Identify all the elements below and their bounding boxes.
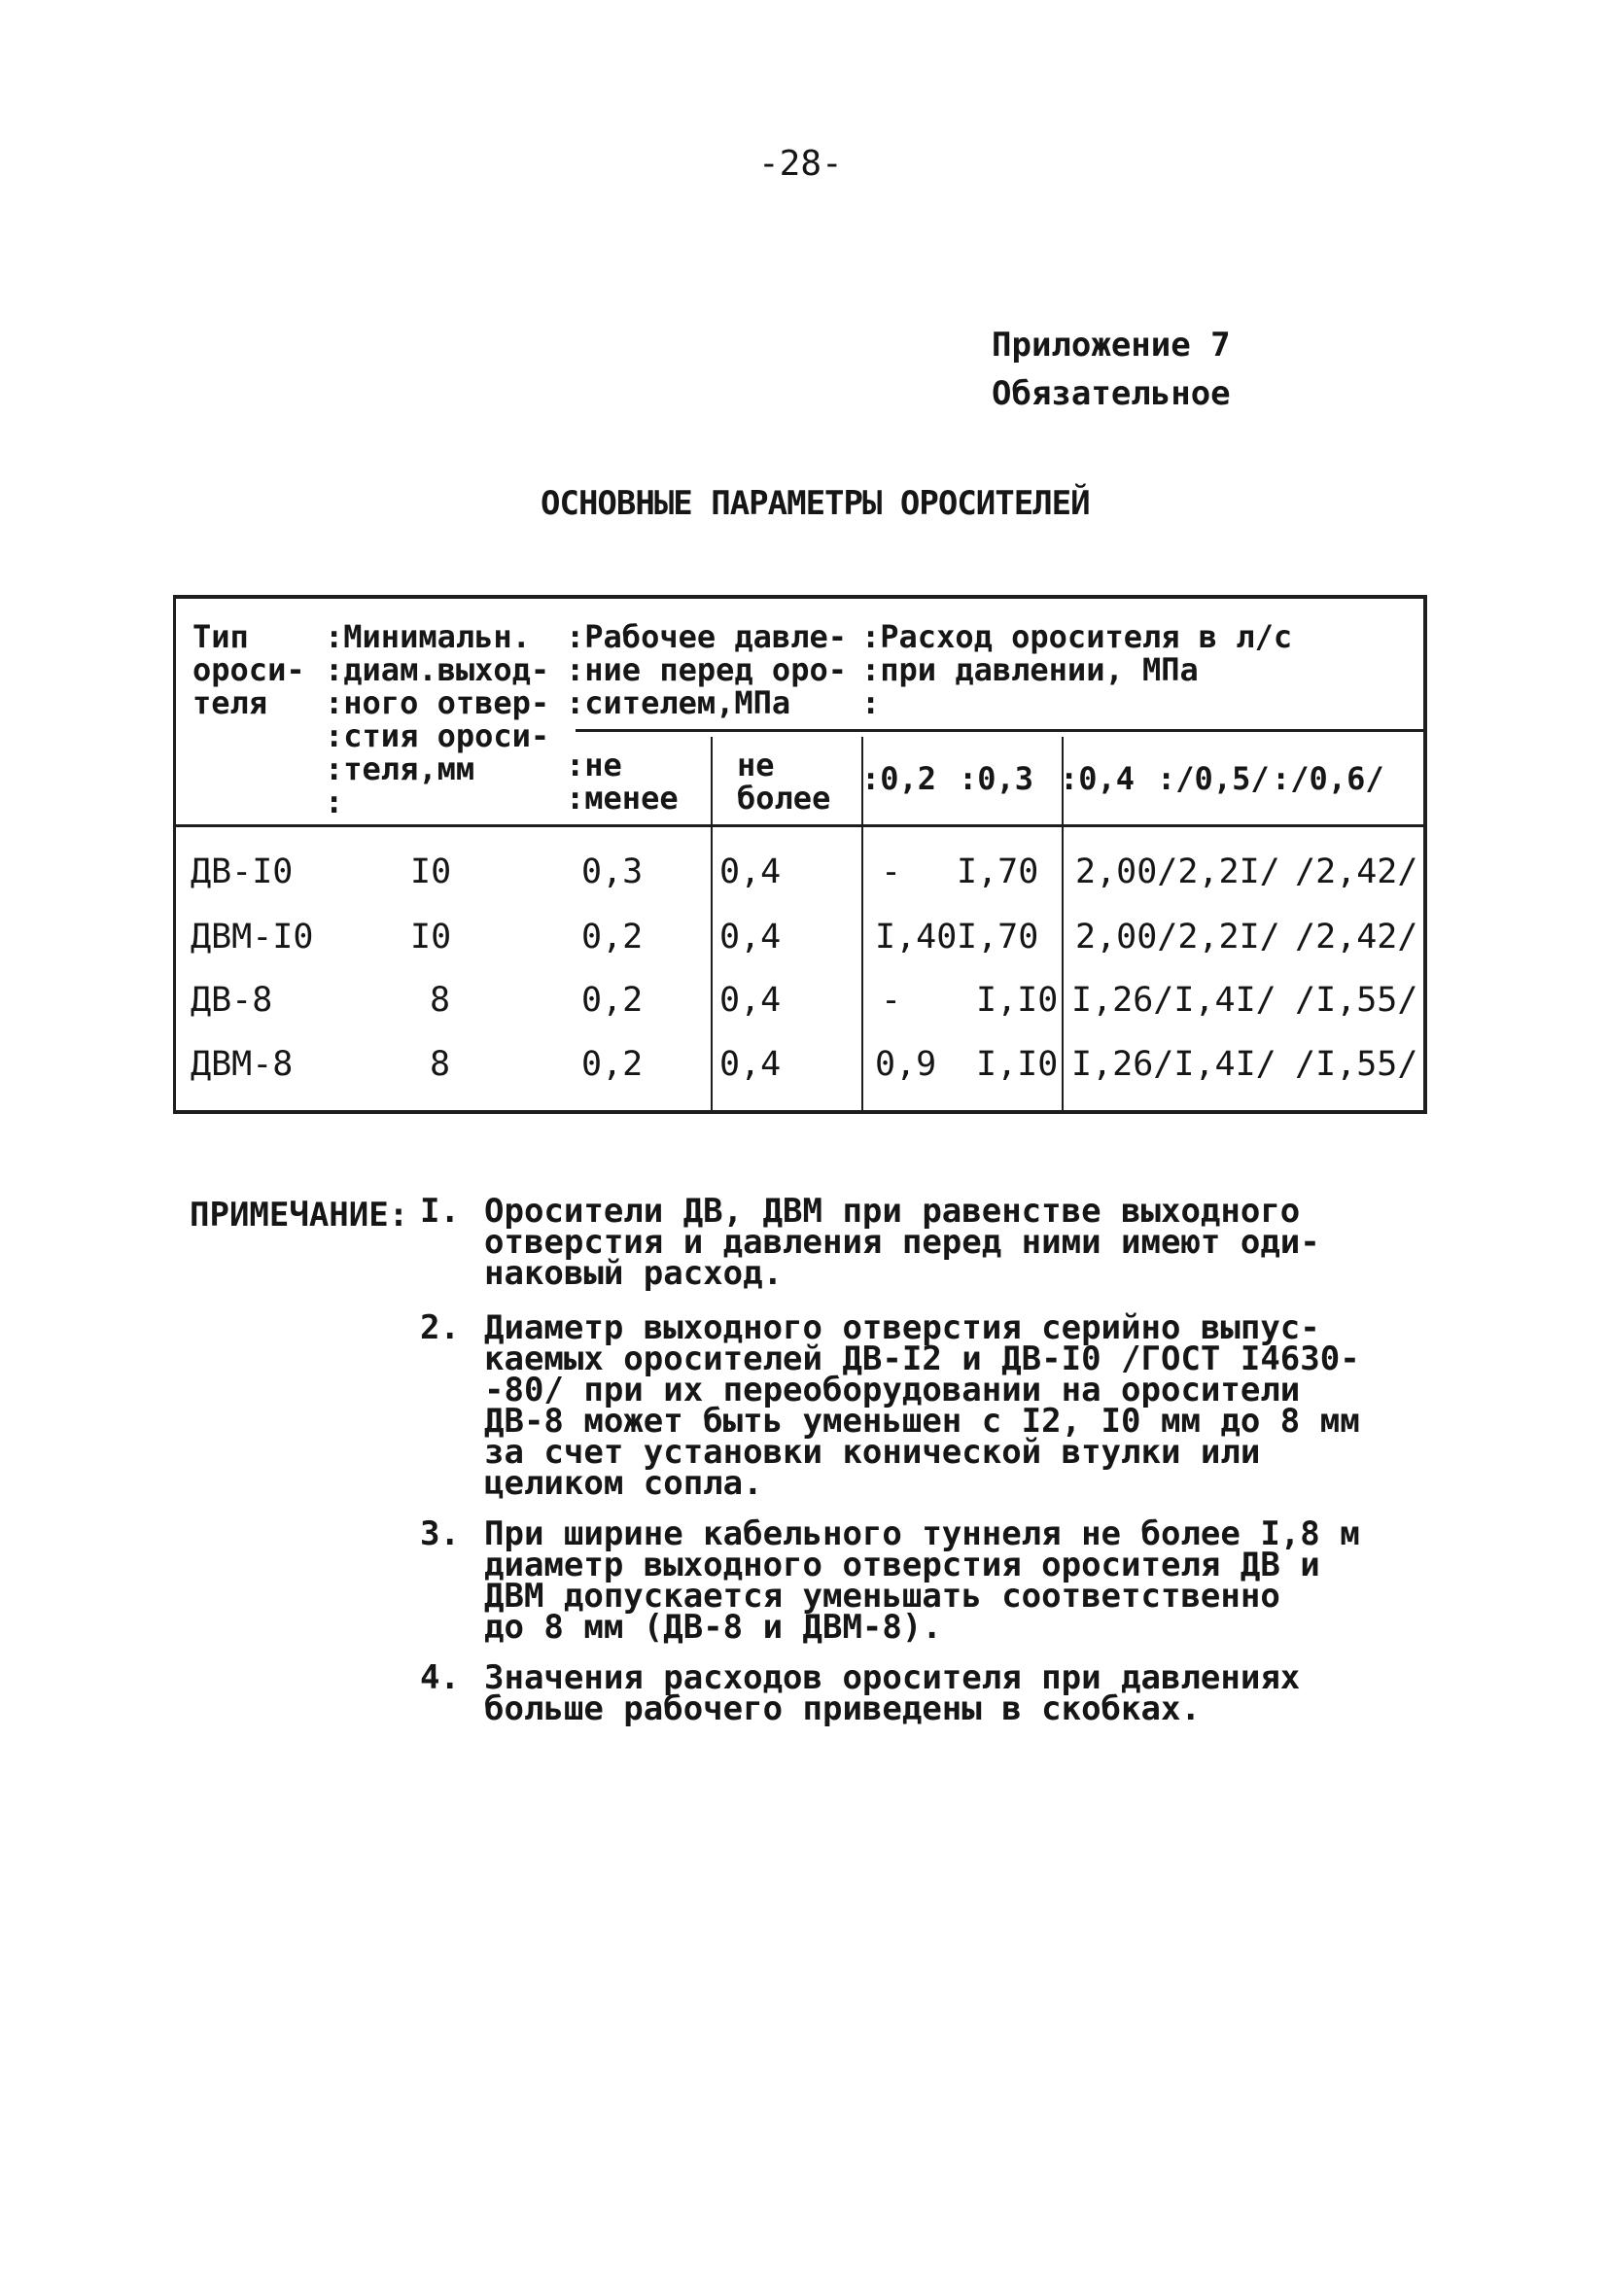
cell-pressure-max: 0,4 [719,918,782,957]
table-border-top [173,595,1427,599]
cell-diameter: I0 [410,918,452,957]
cell-pressure-min: 0,2 [581,918,644,957]
notes-label: ПРИМЕЧАНИЕ: [190,1196,409,1235]
cell-pressure-max: 0,4 [719,981,782,1020]
cell-pressure-min: 0,2 [581,981,644,1020]
header-pressure: :Рабочее давле- :ние перед оро- :сителем,МПа [566,618,847,721]
cell-flow-06: /I,55/ [1295,1045,1418,1084]
cell-flow-03: I,I0 [976,981,1059,1020]
note-number: 4. [420,1658,460,1697]
cell-diameter: I0 [410,852,452,891]
document-title: ОСНОВНЫЕ ПАРАМЕТРЫ ОРОСИТЕЛЕЙ [541,484,1090,523]
appendix-label: Приложение 7 [992,326,1231,365]
cell-type: ДВ-8 [191,981,273,1020]
cell-flow-03: I,70 [957,852,1039,891]
cell-flow-02: - [881,852,902,891]
cell-flow-04-05: I,26/I,4I/ [1071,1045,1276,1084]
cell-diameter: 8 [430,981,451,1020]
cell-type: ДВМ-8 [191,1045,294,1084]
note-text: Оросители ДВ, ДВМ при равенстве выходного отверстия и давления перед ними имеют оди- наковый расход. [484,1192,1320,1293]
col-line-pressure-max [711,737,713,1110]
appendix-block [992,321,1231,418]
header-p03: :0,3 [959,760,1034,797]
cell-flow-03: I,I0 [976,1045,1059,1084]
header-flow: :Расход оросителя в л/с :при давлении, МПа : [861,618,1293,721]
table-header-line [173,824,1427,827]
cell-flow-02: I,40 [875,918,958,957]
note-number: 3. [420,1514,460,1553]
header-type: Тип ороси- теля [192,618,305,721]
table-border-bottom [173,1110,1427,1114]
note-text: Диаметр выходного отверстия серийно выпус- каемых оросителей ДВ-I2 и ДВ-I0 /ГОСТ I4630- -80/ при их переоборудовании на оросители ДВ-8 может быть уменьшен с I2, I0 мм до 8 мм за счет установки конической втулки или целиком сопла. [484,1308,1360,1503]
note-number: I. [420,1192,460,1231]
table-border-left [173,595,176,1114]
header-pressure-min: :не :менее [566,747,679,817]
table-subheader-line [576,729,1427,732]
note-text: Значения расходов оросителя при давлениях больше рабочего приведены в скобках. [484,1658,1301,1728]
header-pressure-max: не более [737,747,831,817]
cell-flow-02: - [881,981,902,1020]
cell-pressure-min: 0,3 [581,852,644,891]
table-border-right [1423,595,1427,1114]
cell-pressure-max: 0,4 [719,852,782,891]
cell-flow-04-05: 2,00/2,2I/ [1075,918,1280,957]
cell-flow-02: 0,9 [875,1045,937,1084]
note-number: 2. [420,1308,460,1347]
cell-flow-04-05: 2,00/2,2I/ [1075,852,1280,891]
cell-flow-04-05: I,26/I,4I/ [1071,981,1276,1020]
appendix-status: Обязательное [992,374,1231,413]
cell-type: ДВМ-I0 [191,918,314,957]
cell-flow-03: I,70 [957,918,1039,957]
cell-flow-06: /I,55/ [1295,981,1418,1020]
cell-diameter: 8 [430,1045,451,1084]
cell-pressure-max: 0,4 [719,1045,782,1084]
header-p02: :0,2 [861,760,937,797]
page-number: -28- [758,144,843,184]
cell-flow-06: /2,42/ [1295,918,1418,957]
cell-type: ДВ-I0 [191,852,294,891]
header-p04: :0,4 [1060,760,1136,797]
header-p06: :/0,6/ [1272,760,1384,797]
parameters-table [173,595,1427,1115]
cell-pressure-min: 0,2 [581,1045,644,1084]
header-diameter: :Минимальн. :диам.выход- :ного отвер- :стия ороси- :теля,мм : [325,618,550,820]
note-text: При ширине кабельного туннеля не более I,8 м диаметр выходного отверстия оросителя ДВ и ДВМ допускается уменьшать соответственно до 8 мм (ДВ-8 и ДВМ-8). [484,1514,1360,1647]
cell-flow-06: /2,42/ [1295,852,1418,891]
header-p05: :/0,5/ [1157,760,1270,797]
